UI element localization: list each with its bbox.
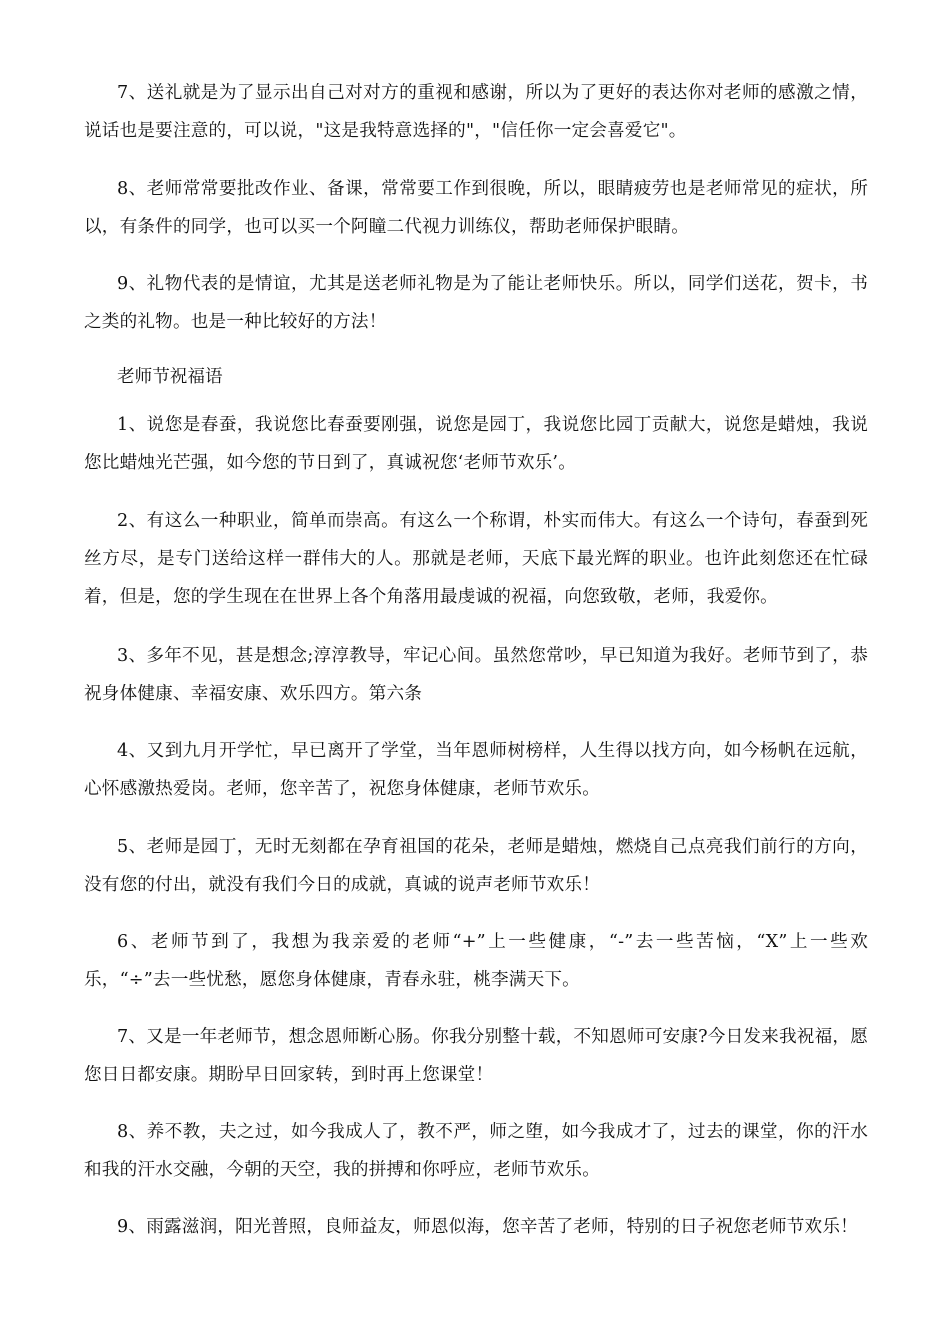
tip-paragraph-8: 8、老师常常要批改作业、备课，常常要工作到很晚，所以，眼睛疲劳也是老师常见的症状，所以，有条件的同学，也可以买一个阿瞳二代视力训练仪，帮助老师保护眼睛。 <box>84 179 868 237</box>
wish-paragraph-5: 5、老师是园丁，无时无刻都在孕育祖国的花朵，老师是蜡烛，燃烧自己点亮我们前行的方向，没有您的付出，就没有我们今日的成就，真诚的说声老师节欢乐！ <box>84 837 868 895</box>
wish-paragraph-9: 9、雨露滋润，阳光普照，良师益友，师恩似海，您辛苦了老师，特别的日子祝您老师节欢乐！ <box>117 1217 858 1237</box>
wish-paragraph-3: 3、多年不见，甚是想念;淳淳教导，牢记心间。虽然您常吵，早已知道为我好。老师节到了，恭祝身体健康、幸福安康、欢乐四方。第六条 <box>84 646 868 704</box>
wish-paragraph-1: 1、说您是春蚕，我说您比春蚕要刚强，说您是园丁，我说您比园丁贡献大，说您是蜡烛，我说您比蜡烛光芒强，如今您的节日到了，真诚祝您‘老师节欢乐’。 <box>84 415 868 473</box>
wish-paragraph-8: 8、养不教，夫之过，如今我成人了，教不严，师之堕，如今我成才了，过去的课堂，你的汗水和我的汗水交融，今朝的天空，我的拼搏和你呼应，老师节欢乐。 <box>84 1122 868 1180</box>
wish-paragraph-6: 6、老师节到了，我想为我亲爱的老师“+”上一些健康，“-”去一些苦恼，“X”上一些欢乐，“÷”去一些忧愁，愿您身体健康，青春永驻，桃李满天下。 <box>84 932 868 990</box>
section-heading: 老师节祝福语 <box>117 367 223 387</box>
tip-paragraph-7: 7、送礼就是为了显示出自己对对方的重视和感谢，所以为了更好的表达你对老师的感激之情，说话也是要注意的，可以说，"这是我特意选择的"，"信任你一定会喜爱它"。 <box>84 83 868 141</box>
wish-paragraph-2: 2、有这么一种职业，简单而崇高。有这么一个称谓，朴实而伟大。有这么一个诗句，春蚕到死丝方尽，是专门送给这样一群伟大的人。那就是老师，天底下最光辉的职业。也许此刻您还在忙碌着，但是，您的学生现在在世界上各个角落用最虔诚的祝福，向您致敬，老师，我爱你。 <box>84 511 868 607</box>
tip-paragraph-9: 9、礼物代表的是情谊，尤其是送老师礼物是为了能让老师快乐。所以，同学们送花，贺卡，书之类的礼物。也是一种比较好的方法！ <box>84 274 868 332</box>
wish-paragraph-4: 4、又到九月开学忙，早已离开了学堂，当年恩师树榜样，人生得以找方向，如今杨帆在远航，心怀感激热爱岗。老师，您辛苦了，祝您身体健康，老师节欢乐。 <box>84 741 868 799</box>
wish-paragraph-7: 7、又是一年老师节，想念恩师断心肠。你我分别整十载，不知恩师可安康?今日发来我祝福，愿您日日都安康。期盼早日回家转，到时再上您课堂！ <box>84 1027 868 1085</box>
